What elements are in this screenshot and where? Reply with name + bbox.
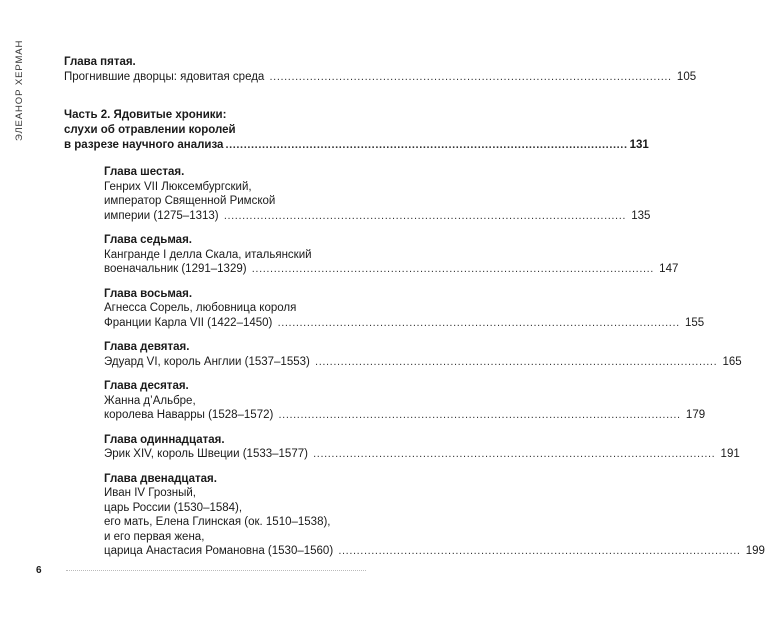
page-footer — [36, 565, 366, 576]
running-head: ЭЛЕАНОР ХЕРМАН — [14, 40, 25, 142]
chapter-subtitle: Прогнившие дворцы: ядовитая среда — [64, 70, 265, 83]
toc-line — [104, 262, 679, 277]
page-ref: 179 — [685, 409, 706, 421]
toc-line — [104, 355, 742, 370]
chapter-subtitle: царь России (1530–1584), — [104, 501, 243, 514]
dot-leader — [338, 545, 740, 557]
toc-entry-chapter-5[interactable] — [64, 55, 697, 84]
toc-line — [104, 447, 740, 462]
toc-entry-chapter-7[interactable] — [104, 233, 679, 277]
toc-entry-chapter-8[interactable] — [104, 287, 705, 331]
part-title-line: слухи об отравлении королей — [64, 124, 236, 136]
toc-entry-chapter-10[interactable] — [104, 379, 706, 423]
toc-entry-chapter-9[interactable] — [104, 340, 742, 369]
page-number: 6 — [36, 565, 42, 576]
chapter-subtitle: Эрик XIV, король Швеции (1533–1577) — [104, 448, 308, 460]
toc-line — [64, 70, 697, 85]
chapter-subtitle: Эдуард VI, король Англии (1537–1553) — [104, 355, 310, 368]
chapter-subtitle: Жанна д’Альбре, — [104, 394, 196, 407]
chapter-subtitle: Франции Карла VII (1422–1450) — [104, 316, 273, 329]
chapter-title: Глава девятая. — [104, 341, 190, 353]
dot-leader — [270, 71, 672, 83]
chapter-title: Глава десятая. — [104, 380, 189, 392]
page-ref: 191 — [720, 448, 740, 460]
toc-entry-chapter-6[interactable] — [104, 165, 651, 223]
toc-line — [104, 316, 705, 331]
toc-line — [104, 544, 765, 559]
footer-rule — [66, 570, 366, 571]
chapter-subtitle: Иван IV Грозный, — [104, 487, 196, 499]
page-ref: 147 — [659, 263, 679, 275]
toc-line — [64, 138, 649, 153]
chapter-subtitle: император Священной Римской — [104, 195, 276, 207]
dot-leader — [279, 409, 681, 421]
dot-leader — [224, 210, 626, 222]
dot-leader — [225, 138, 627, 153]
dot-leader — [252, 263, 654, 275]
chapter-title: Глава седьмая. — [104, 234, 192, 246]
chapter-title: Глава шестая. — [104, 166, 185, 178]
chapter-title: Глава одиннадцатая. — [104, 433, 225, 446]
toc-line — [104, 408, 706, 423]
page-ref: 155 — [684, 316, 705, 329]
chapter-subtitle: его мать, Елена Глинская (ок. 1510–1538), — [104, 516, 331, 528]
part-title-line: в разрезе научного анализа — [64, 139, 224, 151]
chapter-subtitle: и его первая жена, — [104, 530, 205, 543]
chapter-subtitle: Агнесса Сорель, любовница короля — [104, 302, 297, 314]
part-title-line: Часть 2. Ядовитые хроники: — [64, 109, 227, 121]
chapter-title: Глава восьмая. — [104, 287, 193, 300]
table-of-contents — [64, 55, 765, 569]
toc-line — [104, 209, 651, 224]
dot-leader — [315, 356, 717, 368]
dot-leader — [313, 448, 715, 460]
chapter-subtitle: военачальник (1291–1329) — [104, 263, 247, 275]
toc-entry-chapter-11[interactable] — [104, 433, 740, 462]
chapter-subtitle: Генрих VII Люксембургский, — [104, 180, 252, 193]
page-ref: 131 — [629, 139, 649, 151]
chapter-subtitle: империи (1275–1313) — [104, 209, 219, 222]
toc-entry-chapter-12[interactable] — [104, 472, 765, 559]
toc-entry-part-2[interactable] — [64, 108, 649, 153]
chapter-title: Глава пятая. — [64, 56, 136, 68]
page-ref: 165 — [722, 355, 742, 368]
chapter-title: Глава двенадцатая. — [104, 472, 217, 485]
page-ref: 199 — [745, 545, 765, 557]
chapter-subtitle: королева Наварры (1528–1572) — [104, 409, 274, 421]
page-ref: 135 — [631, 209, 651, 222]
chapter-subtitle: Кангранде I делла Скала, итальянский — [104, 248, 312, 261]
page-ref: 105 — [676, 70, 697, 83]
chapter-subtitle: царица Анастасия Романовна (1530–1560) — [104, 545, 334, 557]
dot-leader — [278, 317, 680, 329]
